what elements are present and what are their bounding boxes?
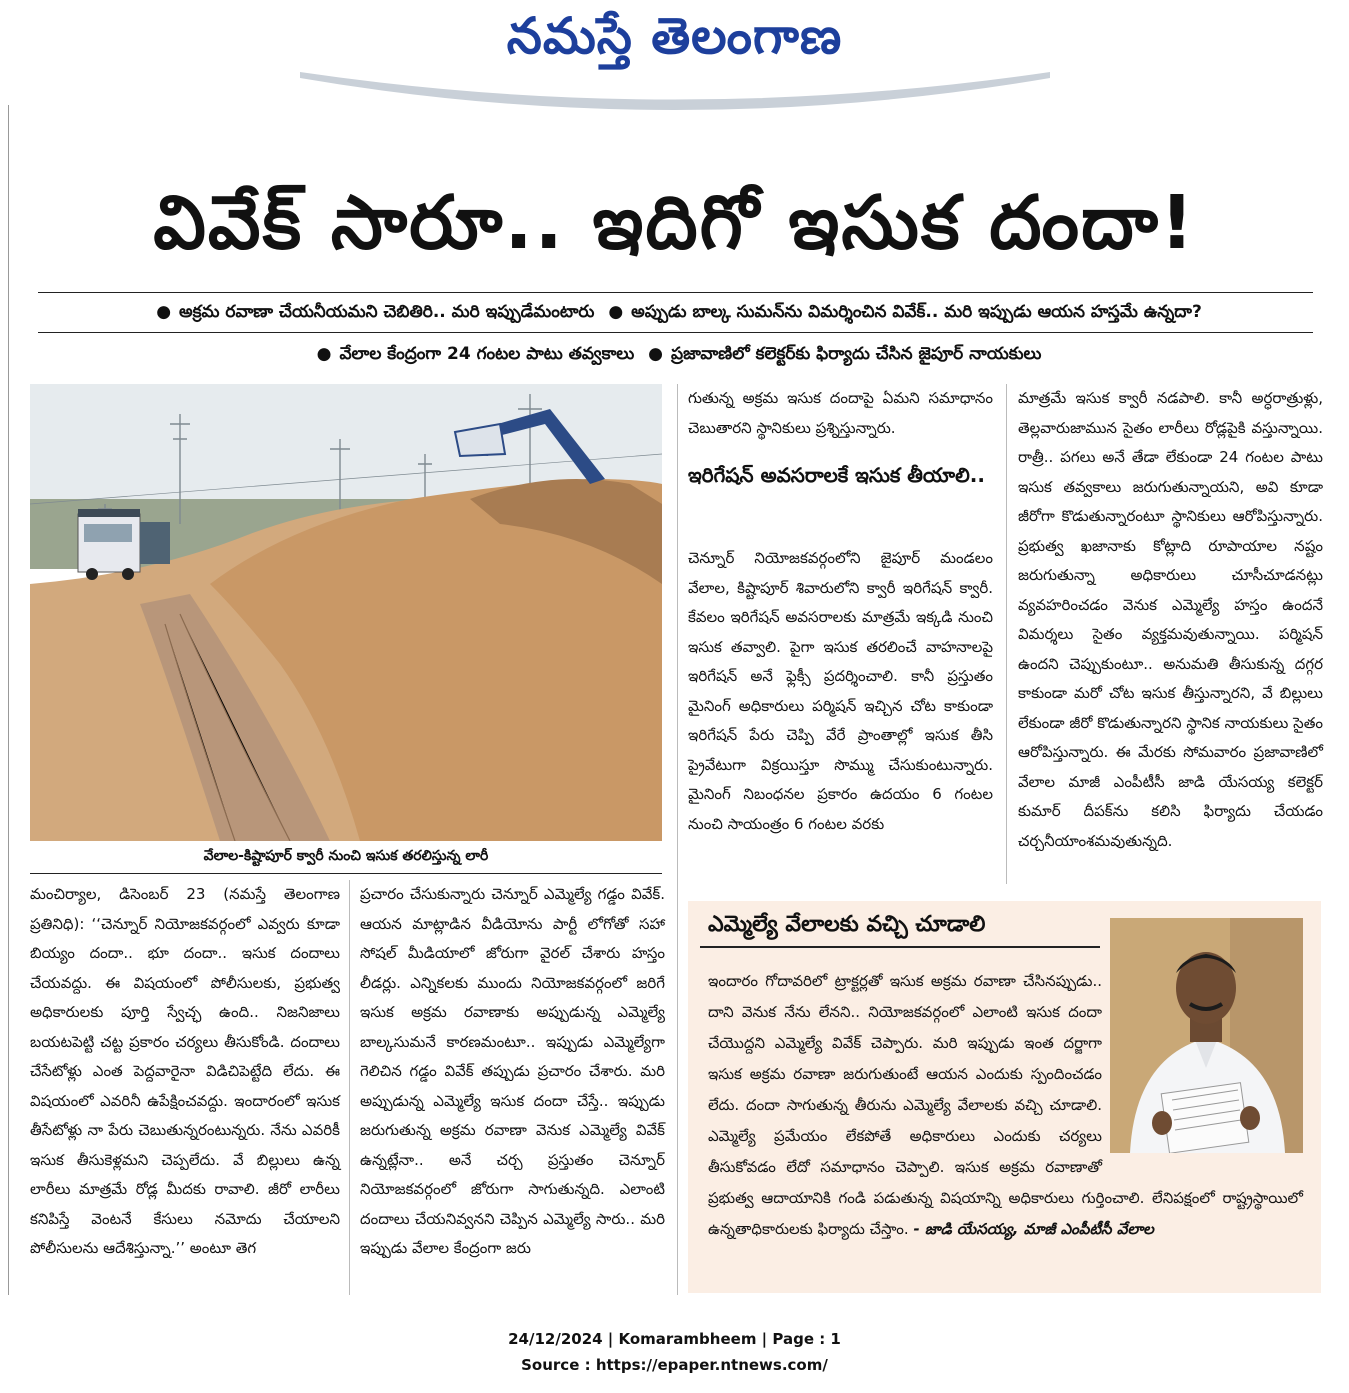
article-column-3-body: చెన్నూర్ నియోజకవర్గంలోని జైపూర్ మండలం వేలాల, కిష్టాపూర్ శివారులోని క్వారీ ఇరిగేషన్ క్వారీ. కేవలం ఇరిగేషన్ అవసరాలకు మాత్రమే ఇక్కడి నుంచి ఇసుక తవ్వాలి. పైగా ఇసుక తరలించే వాహనాలపై ఇరిగేషన్ అనే ఫ్లెక్సీ ప్రదర్శించాలి. కానీ ప్రస్తుతం మైనింగ్ అధికారులు పర్మిషన్ ఇచ్చిన చోట కాకుండా ఇరిగేషన్ పేరు చెప్పి వేరే ప్రాంతాల్లో ఇసుక తీసి ప్రైవేటుగా విక్రయిస్తూ సొమ్ము చేసుకుంటున్నారు. మైనింగ్ నిబంధనల ప్రకారం ఉదయం 6 గంటల నుంచి సాయంత్రం 6 గంటల వరకు	[688, 549, 993, 833]
masthead-title: నమస్తే తెలంగాణ	[506, 6, 843, 65]
article-column-4: మాత్రమే ఇసుక క్వారీ నడపాలి. కానీ అర్ధరాత్రుళ్లు, తెల్లవారుజామున సైతం లారీలు రోడ్లపైకి వస్తున్నాయి. రాత్రీ.. పగలు అనే తేడా లేకుండా 24 గంటల పాటు ఇసుక తవ్వకాలు జరుగుతున్నాయని, అవి కూడా జీరోగా కొడుతున్నారంటూ స్థానికులు ఆరోపిస్తున్నారు. ప్రభుత్వ ఖజానాకు కోట్లాది రూపాయాల నష్టం జరుగుతున్నా అధికారులు చూసీచూడనట్లు వ్యవహరించడం వెనుక ఎమ్మెల్యే హస్తం ఉందనే విమర్శలు సైతం వ్యక్తమవుతున్నాయి. పర్మిషన్ ఉందని చెప్పుకుంటూ.. అనుమతి తీసుకున్న దగ్గర కాకుండా మరో చోట ఇసుక తీస్తున్నారని, వే బిల్లులు లేకుండా జీరో కొడుతున్నారని స్థానిక నాయకులు సైతం ఆరోపిస్తున్నారు. ఈ మేరకు సోమవారం ప్రజావాణిలో వేలాల మాజీ ఎంపీటీసీ జాడి యేసయ్య కలెక్టర్ కుమార్ దీపక్‌ను కలిసి ఫిర్యాదు చేయడం చర్చనీయాంశమవుతున్నది.	[1018, 389, 1323, 850]
bullet-icon: ●	[648, 344, 664, 364]
deck-middle-rule	[38, 332, 1313, 333]
masthead	[0, 0, 1349, 120]
column-separator	[1006, 384, 1007, 884]
deck-item-3: వేలాల కేంద్రంగా 24 గంటల పాటు తవ్వకాలు	[339, 344, 635, 364]
person-portrait-photo	[1110, 918, 1303, 1153]
boxout-title: ఎమ్మెల్యే వేలాలకు వచ్చి చూడాలి	[708, 912, 986, 937]
boxout-quote-text: ఇందారం గోదావరిలో ట్రాక్టర్లతో ఇసుక అక్రమ రవాణా చేసినప్పుడు.. దాని వెనుక నేను లేనని.. నియోజకవర్గంలో ఎలాంటి ఇసుక దందా చేయొద్దని ఎమ్మెల్యే వివేక్ చెప్పారు. మరి ఇప్పుడు ఇంత దర్జాగా ఇసుక అక్రమ రవాణా జరుగుతుంటే ఆయన ఎందుకు స్పందించడం లేదు. దందా సాగుతున్న తీరును ఎమ్మెల్యే వేలాలకు వచ్చి చూడాలి. ఎమ్మెల్యే ప్రమేయం లేకపోతే అధికారులు ఎందుకు చర్యలు తీసుకోవడం లేదో సమాధానం చెప్పాలి. ఇసుక అక్రమ రవాణాతో ప్రభుత్వ ఆదాయానికి గండి పడుతున్న విషయాన్ని అధికారులు గుర్తించాలి. లేనిపక్షంలో రాష్ట్రస్థాయిలో ఉన్నతాధికారులకు ఫిర్యాదు చేస్తాం.	[708, 972, 1303, 1238]
deck-top-rule	[38, 292, 1313, 293]
article-column-3-top: గుతున్న అక్రమ ఇసుక దందాపై ఏమని సమాధానం చెబుతారని స్థానికులు ప్రశ్నిస్తున్నారు.	[688, 389, 993, 437]
deck-item-4: ప్రజావాణిలో కలెక్టర్‌కు ఫిర్యాదు చేసిన జైపూర్ నాయకులు	[671, 344, 1042, 364]
deck-item-1: అక్రమ రవాణా చేయనీయమని చెబితిరి.. మరి ఇప్పుడేమంటారు	[179, 302, 595, 322]
bullet-icon: ●	[156, 302, 172, 322]
column-separator	[677, 384, 678, 884]
deck-line-2	[30, 344, 1320, 368]
boxout-signature: - జాడి యేసయ్య, మాజీ ఎంపీటీసీ వేలాల	[913, 1220, 1154, 1238]
boxout-body	[708, 966, 1303, 1245]
article-column-2: ప్రచారం చేసుకున్నారు చెన్నూర్ ఎమ్మెల్యే గడ్డం వివేక్. ఆయన మాట్లాడిన వీడియోను పార్టీ లోగోతో సహా సోషల్ మీడియాలో జోరుగా వైరల్ చేశారు హస్తం లీడర్లు. ఎన్నికలకు ముందు నియోజకవర్గంలో జరిగే ఇసుక అక్రమ రవాణాకు అప్పుడున్న ఎమ్మెల్యే బాల్కసుమనే కారణమంటూ.. ఇప్పుడు ఎమ్మెల్యేగా గెలిచిన గడ్డం వివేక్ తప్పుడు ప్రచారం చేశారు. మరి అప్పుడున్న ఎమ్మెల్యే ఇసుక దందా చేస్తే.. ఇప్పుడు జరుగుతున్న అక్రమ రవాణా వెనుక ఎమ్మెల్యే వివేక్ ఉన్నట్లేనా.. అనే చర్చ ప్రస్తుతం చెన్నూర్ నియోజకవర్గంలో జోరుగా సాగుతున్నది. ఎలాంటి దందాలు చేయనివ్వనని చెప్పిన ఎమ్మెల్యే సారు.. మరి ఇప్పుడు వేలాల కేంద్రంగా జరు	[360, 885, 665, 1257]
column-separator	[349, 880, 350, 1295]
sand-quarry-photo	[30, 384, 662, 841]
bullet-icon: ●	[316, 344, 332, 364]
photo-caption: వేలాల-కిష్టాపూర్ క్వారీ నుంచి ఇసుక తరలిస్తున్న లారీ	[203, 848, 489, 864]
article-column-1: మంచిర్యాల, డిసెంబర్ 23 (నమస్తే తెలంగాణ ప్రతినిధి): ‘‘చెన్నూర్ నియోజకవర్గంలో ఎవ్వరు కూడా బియ్యం దందా.. భూ దందా.. ఇసుక దందాలు చేయవద్దు. ఈ విషయంలో పోలీసులకు, ప్రభుత్వ అధికారులకు పూర్తి స్వేచ్ఛ ఉంది.. నిజనిజాలు బయటపెట్టి చట్ట ప్రకారం చర్యలు తీసుకోండి. దందాలు చేసేటోళ్లు ఎంత పెద్దవారైనా విడిచిపెట్టేది లేదు. ఈ విషయంలో ఎవరినీ ఉపేక్షించవద్దు. ఇందారంలో ఇసుక తీసేటోళ్లు నా పేరు చెబుతున్నరంటున్నరు. నేను ఎవరికీ ఇసుక తీసుకెళ్లమని చెప్పలేదు. వే బిల్లులు ఉన్న లారీలు మాత్రమే రోడ్ల మీదకు రావాలి. జీరో లారీలు కనిపిస్తే వెంటనే కేసులు నమోదు చేయాలని పోలీసులను ఆదేశిస్తున్నా.’’ అంటూ తెగ	[30, 885, 340, 1257]
footer-source-line: Source : https://epaper.ntnews.com/	[521, 1356, 828, 1374]
bullet-icon: ●	[608, 302, 624, 322]
masthead-arc-decoration	[0, 72, 1349, 132]
footer-edition-line: 24/12/2024 | Komarambheem | Page : 1	[508, 1330, 841, 1348]
headline: వివేక్ సారూ.. ఇదిగో ఇసుక దందా!	[153, 180, 1196, 266]
deck-item-2: అప్పుడు బాల్క సుమన్‌ను విమర్శించిన వివేక్.. మరి ఇప్పుడు ఆయన హస్తమే ఉన్నదా?	[631, 302, 1202, 322]
caption-rule	[30, 873, 662, 874]
deck-line-1	[30, 302, 1320, 326]
boxout-title-rule	[700, 946, 1100, 948]
column-separator	[677, 880, 678, 1295]
article-subheading: ఇరిగేషన్ అవసరాలకే ఇసుక తీయాలి..	[688, 463, 985, 487]
